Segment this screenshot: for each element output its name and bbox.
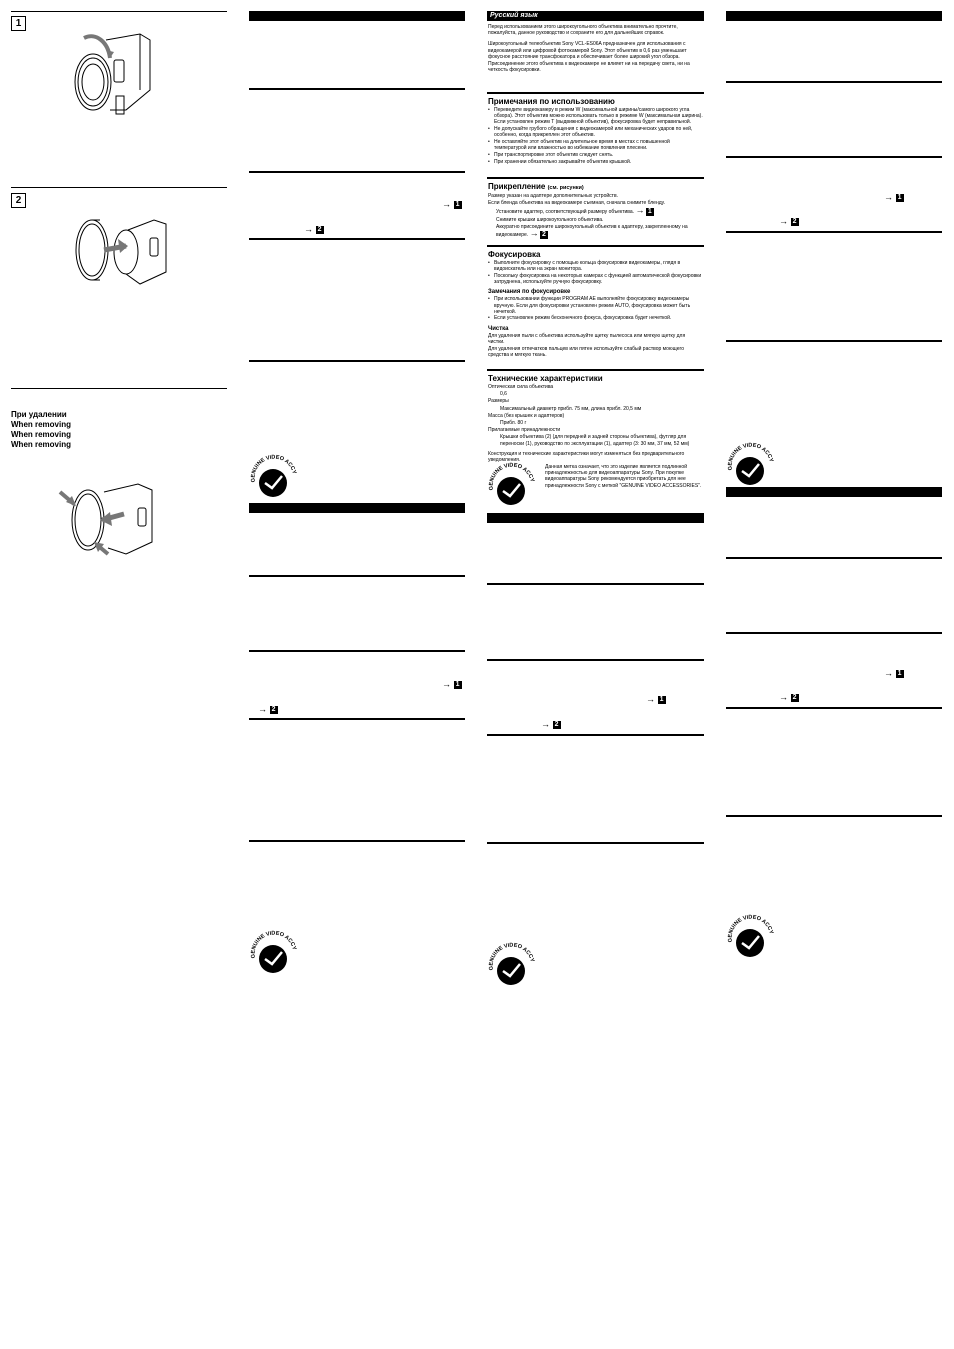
russian-text-column [488,24,703,74]
col3-rule-8 [487,842,704,844]
figure-1-illustration [66,30,156,125]
col2-rule-6 [249,650,465,652]
col3-mid-bar [487,513,704,523]
col1-top-rule [11,11,227,12]
notes-list [488,107,703,165]
focus-notes-heading: Замечания по фокусировке [488,289,571,296]
col4-rule-7 [726,707,942,709]
attach-text-2: Если бленда объектива на видеокамере съемная, сначала снимите бленду. [488,200,666,207]
focus-section [488,247,703,359]
attach-text-1: Размер указан на адаптере дополнительных устройств. [488,193,618,199]
col2-rule-3 [249,238,465,240]
col4-rule-3 [726,231,942,233]
removing-illustration [58,478,158,558]
svg-text:GENUINE VIDEO ACCY: GENUINE VIDEO ACCY [727,914,774,943]
when-removing-labels [11,410,71,450]
cleaning-text-2: Для удаления отпечатков пальцев или пятен используйте слабый раствор моющего средства и мягкую ткань. [488,346,684,359]
col3-rule-6 [487,659,704,661]
col4-rule-6 [726,632,942,634]
spec-mass-value: Прибл. 80 г [500,420,527,427]
genuine-logo-icon-3 [487,460,537,506]
col2-rule-1 [249,88,465,90]
removing-label-1: When removing [11,420,72,429]
col4-mid-bar [726,487,942,497]
col2-ref-arrow-3: → 1 [442,679,462,689]
removing-label-3: When removing [11,440,72,449]
note-item: • При транспортировке этот объектив следует снять. [494,152,703,158]
notes-heading: Примечания по использованию [488,97,615,106]
specs-heading: Технические характеристики [488,374,603,383]
genuine-logo-icon-4 [487,940,537,986]
figure-2-illustration [70,212,170,287]
intro-paragraph-3: Присоединение этого объектива к видеокамере не влияет ни на передачу света, ни на четкость фокусировки. [488,61,690,74]
note-item: • При хранении обязательно закрывайте объектив крышкой. [494,159,703,165]
svg-text:GENUINE VIDEO ACCY: GENUINE VIDEO ACCY [250,930,297,959]
attach-section [488,179,703,240]
spec-power-value: 0,6 [500,391,507,398]
col3-ref-arrow-2: → 2 [541,719,561,729]
cleaning-text-1: Для удаления пыли с объектива используйте щетку пылесоса или мягкую щетку для чистки. [488,332,686,345]
focus-heading: Фокусировка [488,250,541,259]
col3-rule-5 [487,583,704,585]
spec-dimensions-label: Размеры [488,398,509,405]
spec-note: Конструкция и технические характеристики могут изменяться без предварительного уведомления. [488,450,685,464]
col4-ref-arrow-1: → 1 [884,192,904,202]
col3-rule-7 [487,734,704,736]
spec-power-label: Оптическая сила объектива [488,384,554,390]
attach-step-3: Аккуратно присоедините широкоугольный объектив к адаптеру, закрепленному на видеокамере. → 2 [496,224,688,239]
attach-heading: Прикрепление (см. рисунки) [488,182,584,191]
genuine-logo-icon [249,452,299,498]
focus-item: • Выполните фокусировку с помощью кольца фокусировки видеокамеры, глядя в видоискатель или на экран монитора. [494,260,703,272]
col4-top-bar [726,11,942,21]
col4-ref-arrow-3: → 1 [884,668,904,678]
genuine-logo-icon-2 [249,928,299,974]
attach-step-2: Снимите крышки широкоугольного объектива. [496,217,604,224]
col2-rule-2 [249,171,465,173]
col2-mid-bar [249,503,465,513]
intro-paragraph-2: Широкоугольный телеобъектив Sony VCL-ES06A предназначен для использования с видеокамерой или цифровой фотокамерой Sony. Этот объектив в 0,6 раз уменьшает фокусное расстояние трансфокатора и обеспечивает более широкий угол обзора. [488,41,687,60]
removing-label-ru: При удалении [11,410,67,419]
note-item: • Переведите видеокамеру в режим W (максимальной ширины/самого широкого угла обзора). Этот объектив можно использовать только в режиме W (максимальная ширина). Если установлен режим T (выдвижной объектив), фокусировка будет неправильной. [494,107,703,126]
focus-note-item: • При использовании функции PROGRAM AE выполняйте фокусировку видеокамеры вручную. Если для фокусировки установлен режим AUTO, фокусировка может быть нечеткой. [494,296,703,315]
col2-rule-8 [249,840,465,842]
col2-ref-arrow-4: → 2 [258,704,278,714]
col4-ref-arrow-4: → 2 [779,692,799,702]
genuine-logo-icon-5 [726,440,776,486]
svg-text:GENUINE VIDEO ACCY: GENUINE VIDEO ACCY [727,442,774,471]
svg-text:GENUINE VIDEO ACCY: GENUINE VIDEO ACCY [488,942,535,971]
focus-note-item: • Если установлен режим бесконечного фокуса, фокусировка будет нечеткой. [494,315,703,321]
col4-rule-5 [726,557,942,559]
col4-rule-4 [726,340,942,342]
col2-top-bar [249,11,465,21]
col4-ref-arrow-2: → 2 [779,216,799,226]
spec-dimensions-value: Максимальный диаметр прибл. 75 мм, длина прибл. 20,5 мм [500,405,642,412]
col2-rule-7 [249,718,465,720]
spec-accessories-value: Крышки объектива (2) (для передней и задней стороны объектива), футляр для переноски (1), руководство по эксплуатации (1), адаптер (3: 30 мм, 37 мм, 52 мм) [500,434,690,447]
specs-section [488,371,703,464]
notes-section [488,94,703,165]
col4-rule-8 [726,815,942,817]
col1-rule-3 [11,388,227,389]
col4-rule-1 [726,81,942,83]
focus-item: • Поскольку фокусировка на некоторых камерах с функцией автоматической фокусировки затруднена, используйте ручную фокусировку. [494,273,703,285]
svg-text:GENUINE VIDEO ACCY: GENUINE VIDEO ACCY [250,454,297,483]
removing-label-2: When removing [11,430,72,439]
svg-text:GENUINE VIDEO ACCY: GENUINE VIDEO ACCY [488,462,535,491]
russian-language-bar: Русский язык [487,11,704,21]
figure-1-label: 1 [11,16,26,31]
genuine-logo-icon-6 [726,912,776,958]
focus-notes-list [488,296,703,321]
col2-ref-arrow-1: → 1 [442,199,462,209]
col2-rule-4 [249,360,465,362]
col4-rule-2 [726,156,942,158]
intro-paragraph-1: Перед использованием этого широкоугольного объектива внимательно прочтите, пожалуйста, данное руководство и сохраните его для дальнейших справок. [488,24,678,37]
focus-list [488,260,703,285]
col1-rule-2 [11,187,227,188]
attach-step-1: Установите адаптер, соответствующий размеру объектива. → 1 [488,207,703,216]
spec-mass-label: Масса (без крышек и адаптеров) [488,412,565,419]
cleaning-heading: Чистка [488,325,509,332]
logo-note-text: Данная метка означает, что это изделие является подлинной принадлежностью для видеоаппаратуры Sony. При покупке видеоаппаратуры Sony рекомендуется приобретать для нее принадлежности Sony с меткой "GENUINE VIDEO ACCESSORIES". [545,464,702,489]
spec-accessories-label: Прилагаемые принадлежности [488,427,561,434]
genuine-logo-note [545,464,702,490]
note-item: • Не оставляйте этот объектив на длительное время в местах с повышенной температурой или влажностью во избежание появления плесени. [494,139,703,151]
col3-ref-arrow-1: → 1 [646,694,666,704]
col2-ref-arrow-2: → 2 [304,224,324,234]
col2-rule-5 [249,575,465,577]
figure-2-label: 2 [11,193,26,208]
note-item: • Не допускайте грубого обращения с видеокамерой или механических ударов по ней, особенно, когда прикреплен этот объектив. [494,126,703,138]
